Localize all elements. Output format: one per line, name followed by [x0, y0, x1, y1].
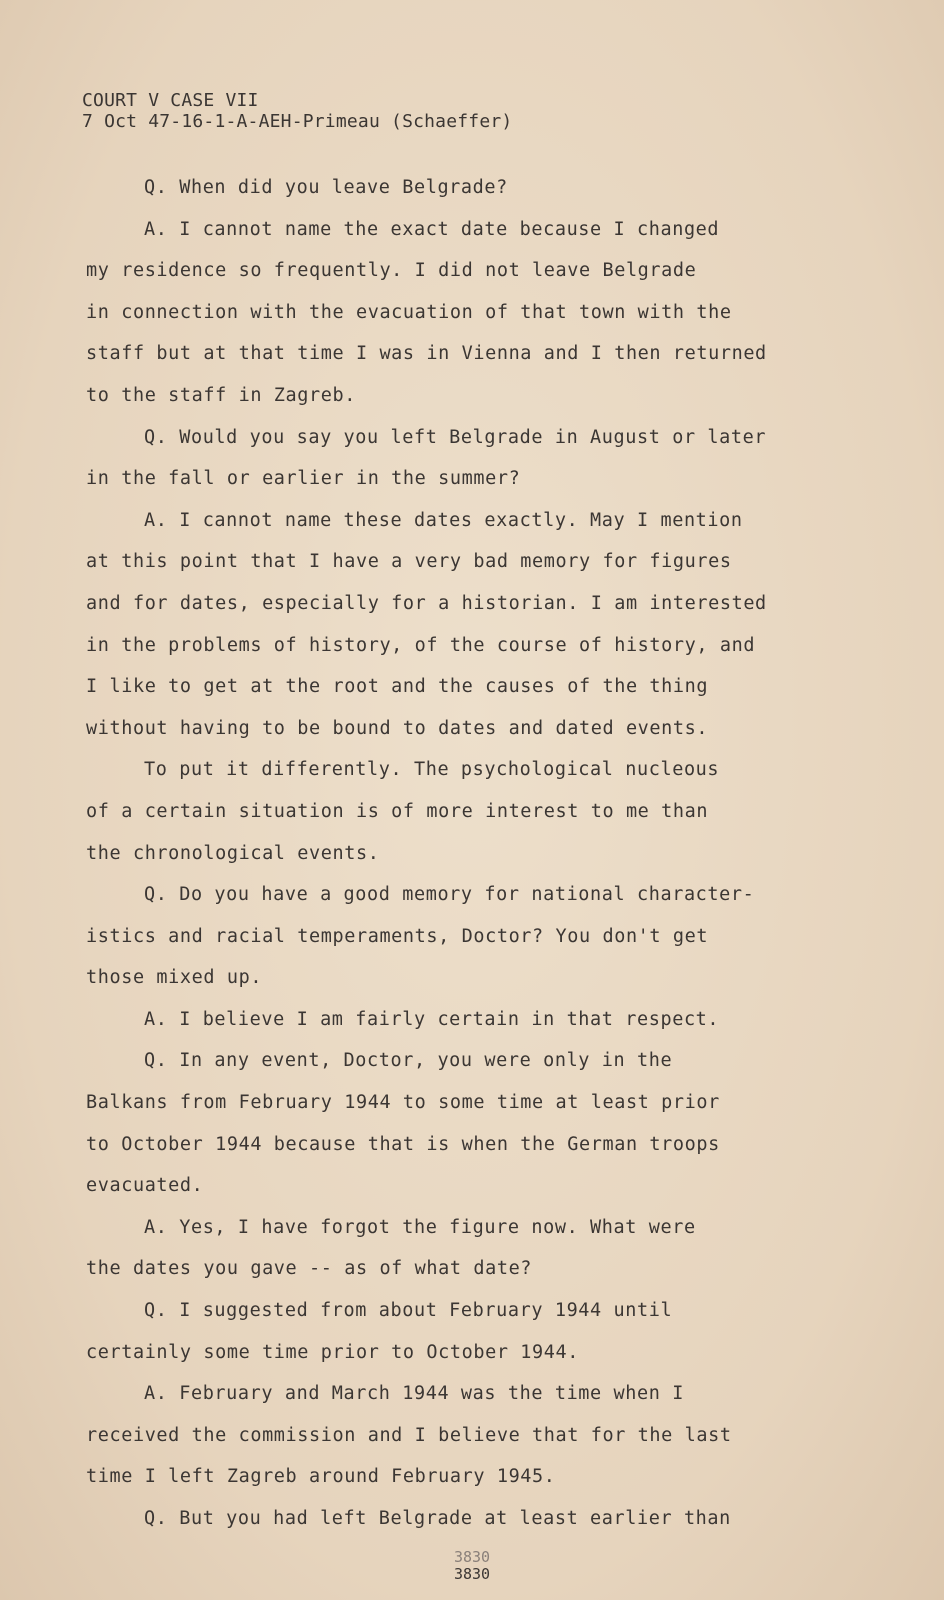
- transcript-line: at this point that I have a very bad memory for figures: [86, 551, 732, 573]
- transcript-line: Q. Would you say you left Belgrade in August or later: [144, 426, 767, 448]
- transcript-line: A. Yes, I have forgot the figure now. What were: [144, 1216, 696, 1238]
- transcript-line: A. February and March 1944 was the time when I: [144, 1383, 684, 1405]
- document-header: [82, 90, 512, 132]
- transcript-line: in the problems of history, of the course of history, and: [86, 634, 756, 656]
- transcript-line: A. I cannot name these dates exactly. May I mention: [144, 509, 743, 531]
- transcript-line: and for dates, especially for a historian. I am interested: [86, 592, 767, 614]
- transcript-line: istics and racial temperaments, Doctor? You don't get: [86, 925, 709, 947]
- transcript-line: to the staff in Zagreb.: [86, 384, 356, 406]
- transcript-line: of a certain situation is of more interest to me than: [86, 800, 709, 822]
- transcript-body: [86, 167, 846, 1540]
- transcript-line: Q. I suggested from about February 1944 until: [144, 1300, 673, 1322]
- transcript-line: I like to get at the root and the causes of the thing: [86, 676, 709, 698]
- session-reference-line: 7 Oct 47-16-1-A-AEH-Primeau (Schaeffer): [82, 111, 513, 132]
- transcript-line: received the commission and I believe that for the last: [86, 1424, 732, 1446]
- footer-faint-number: 3830: [453, 1548, 491, 1566]
- page-number: 3830: [453, 1565, 491, 1583]
- transcript-line: staff but at that time I was in Vienna and I then returned: [86, 343, 767, 365]
- transcript-line: A. I cannot name the exact date because I changed: [144, 218, 720, 240]
- transcript-line: the dates you gave -- as of what date?: [86, 1258, 533, 1280]
- transcript-line: A. I believe I am fairly certain in that respect.: [144, 1008, 720, 1030]
- transcript-line: to October 1944 because that is when the German troops: [86, 1133, 720, 1155]
- transcript-line: in the fall or earlier in the summer?: [86, 468, 521, 490]
- transcript-line: Q. But you had left Belgrade at least earlier than: [144, 1508, 731, 1529]
- transcript-line: those mixed up.: [86, 967, 263, 989]
- transcript-line: certainly some time prior to October 1944.: [86, 1341, 579, 1363]
- transcript-line: Q. Do you have a good memory for national character-: [144, 884, 755, 906]
- transcript-line: without having to be bound to dates and dated events.: [86, 717, 709, 739]
- transcript-line: time I left Zagreb around February 1945.: [86, 1466, 556, 1488]
- transcript-line: Balkans from February 1944 to some time at least prior: [86, 1092, 720, 1114]
- transcript-line: Q. In any event, Doctor, you were only in the: [144, 1050, 673, 1072]
- transcript-line: the chronological events.: [86, 842, 380, 864]
- transcript-line: To put it differently. The psychological nucleous: [144, 759, 720, 781]
- court-case-line: COURT V CASE VII: [82, 90, 259, 111]
- transcript-line: evacuated.: [86, 1175, 204, 1197]
- transcript-line: my residence so frequently. I did not leave Belgrade: [86, 260, 697, 282]
- transcript-line: Q. When did you leave Belgrade?: [144, 177, 508, 198]
- transcript-line: in connection with the evacuation of that town with the: [86, 301, 732, 323]
